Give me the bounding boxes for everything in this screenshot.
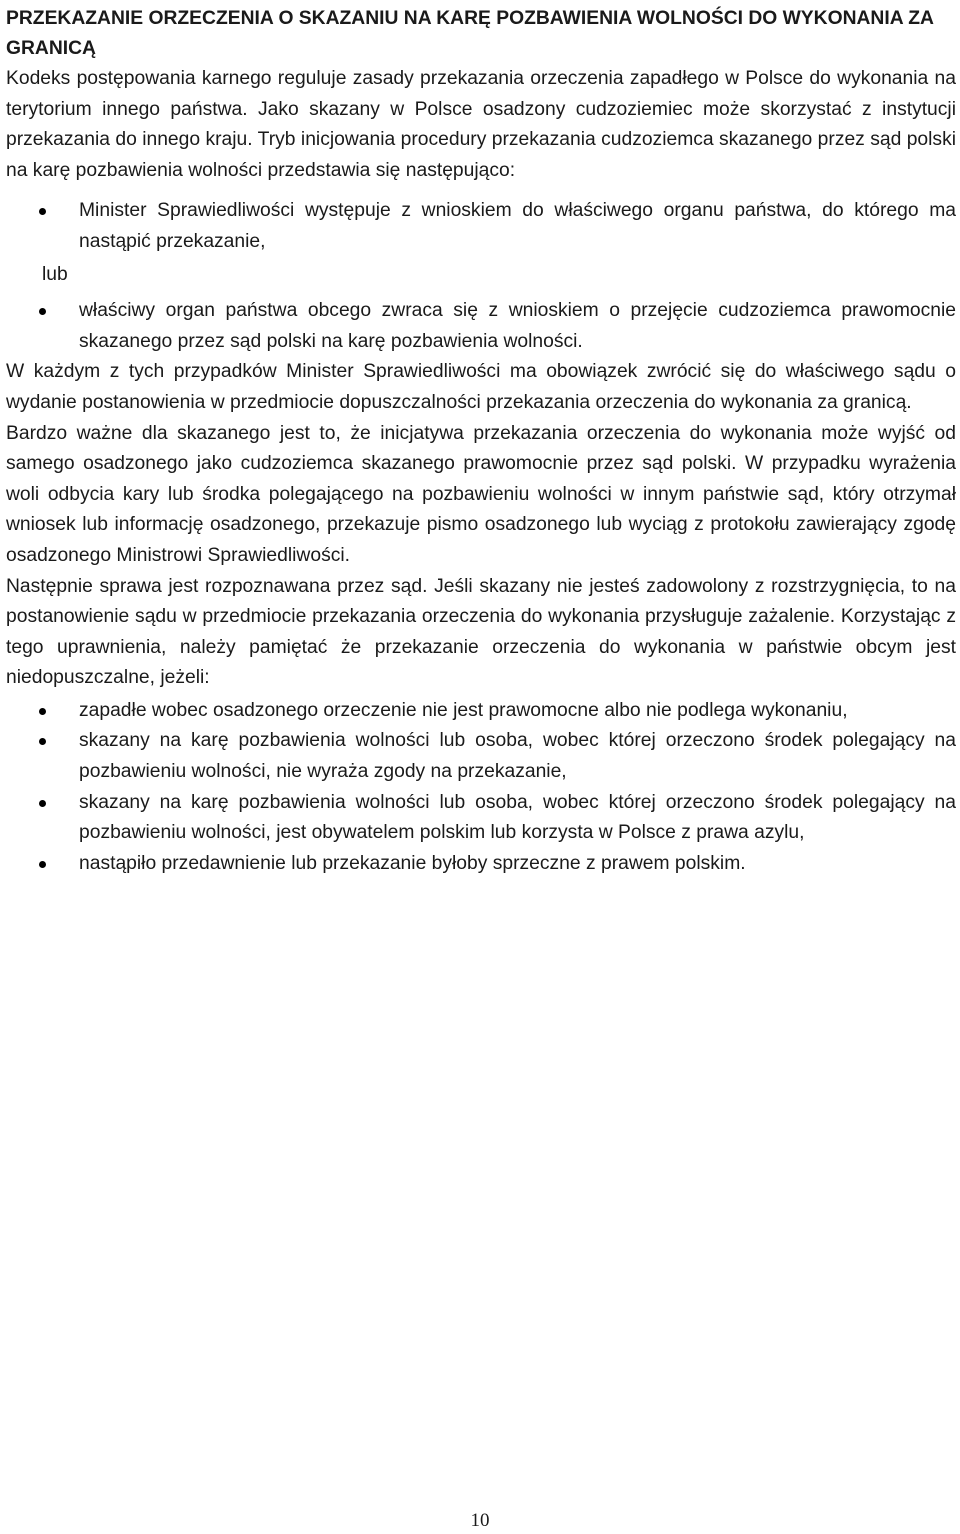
list-item: skazany na karę pozbawienia wolności lub osoba, wobec której orzeczono środek polegający na pozbawieniu wolności, jest obywatelem polskim lub korzysta w Polsce z prawa azylu, [6, 788, 956, 849]
page-number: 10 [470, 1510, 490, 1531]
initiation-list [6, 196, 956, 257]
intro-paragraph: Kodeks postępowania karnego reguluje zasady przekazania orzeczenia zapadłego w Polsce do wykonania na terytorium innego państwa. Jako skazany w Polsce osadzony cudzoziemiec może skorzystać z instytucji przekazania do innego kraju. Tryb inicjowania procedury przekazania cudzoziemca skazanego przez sąd polski na karę pozbawienia wolności przedstawia się następująco: [6, 68, 956, 181]
court-paragraph: Następnie sprawa jest rozpoznawana przez sąd. Jeśli skazany nie jesteś zadowolony z rozstrzygnięcia, to na postanowienie sądu w przedmiocie przekazania orzeczenia do wykonania przysługuje zażalenie. Korzystając z tego uprawnienia, należy pamiętać że przekazanie orzeczenia do wykonania w państwie obcym jest niedopuszczalne, jeżeli: [6, 575, 956, 689]
initiative-paragraph: Bardzo ważne dla skazanego jest to, że inicjatywa przekazania orzeczenia do wykonania może wyjść od samego osadzonego jako cudzoziemca skazanego prawomocnie przez sąd polski. W przypadku wyrażenia woli odbycia kary lub środka polegającego na pozbawieniu wolności w innym państwie sąd, który otrzymał wniosek lub informację osadzonego, przekazuje pismo osadzonego lub wyciąg z protokołu zawierający zgodę osadzonego Ministrowi Sprawiedliwości. [6, 422, 956, 566]
document-title: PRZEKAZANIE ORZECZENIA O SKAZANIU NA KARĘ POZBAWIENIA WOLNOŚCI DO WYKONANIA ZA GRANICĄ [6, 8, 934, 59]
duty-paragraph: W każdym z tych przypadków Minister Sprawiedliwości ma obowiązek zwrócić się do właściwego sądu o wydanie postanowienia w przedmiocie dopuszczalności przekazania orzeczenia do wykonania za granicą. [6, 361, 956, 413]
list-item: Minister Sprawiedliwości występuje z wnioskiem do właściwego organu państwa, do którego ma nastąpić przekazanie, [6, 196, 956, 257]
list-item: skazany na karę pozbawienia wolności lub osoba, wobec której orzeczono środek polegający na pozbawieniu wolności, nie wyraża zgody na przekazanie, [6, 726, 956, 787]
inadmissibility-list [6, 696, 956, 880]
list-item: nastąpiło przedawnienie lub przekazanie byłoby sprzeczne z prawem polskim. [6, 849, 956, 880]
list-item: właściwy organ państwa obcego zwraca się z wnioskiem o przejęcie cudzoziemca prawomocnie skazanego przez sąd polski na karę pozbawienia wolności. [6, 296, 956, 357]
document-page [6, 4, 956, 879]
initiation-list-continued [6, 296, 956, 357]
list-item: zapadłe wobec osadzonego orzeczenie nie jest prawomocne albo nie podlega wykonaniu, [6, 696, 956, 727]
or-conjunction: lub [42, 263, 68, 285]
